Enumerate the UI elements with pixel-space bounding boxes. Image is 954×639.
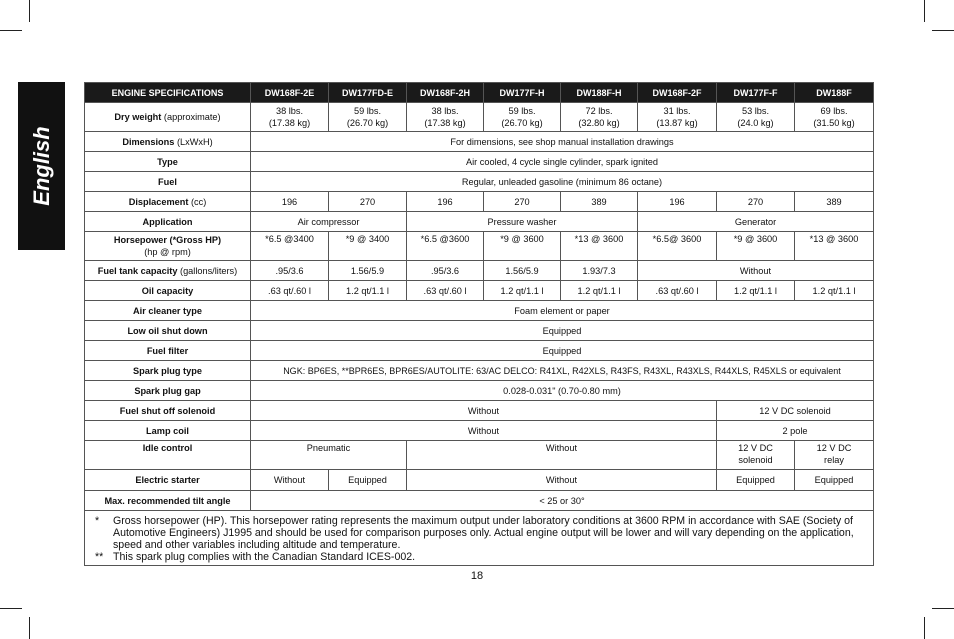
- table-cell: 1.2 qt/1.1 l: [484, 281, 561, 301]
- table-cell: 270: [329, 192, 407, 212]
- table-cell: Without: [407, 470, 717, 491]
- footnote-text: This spark plug complies with the Canadian Standard ICES-002.: [113, 551, 416, 563]
- table-cell: .63 qt/.60 l: [251, 281, 329, 301]
- table-cell: Without: [251, 470, 329, 491]
- header-cell: DW168F-2F: [638, 83, 717, 103]
- table-cell: Equipped: [251, 341, 874, 361]
- row-label: Displacement (cc): [85, 192, 251, 212]
- crop-mark: [932, 30, 954, 31]
- table-cell: 1.2 qt/1.1 l: [795, 281, 874, 301]
- header-cell: DW168F-2H: [407, 83, 484, 103]
- table-row: [85, 381, 874, 401]
- table-row: [85, 470, 874, 491]
- crop-mark: [0, 30, 22, 31]
- table-cell: *6.5 @3600: [407, 232, 484, 261]
- table-cell: 1.2 qt/1.1 l: [561, 281, 638, 301]
- table-cell: 59 lbs. (26.70 kg): [484, 103, 561, 132]
- crop-mark: [924, 617, 925, 639]
- table-cell: 2 pole: [717, 421, 874, 441]
- header-cell: DW177F-F: [717, 83, 795, 103]
- table-row: [85, 321, 874, 341]
- table-cell: 1.2 qt/1.1 l: [329, 281, 407, 301]
- table-cell: Pressure washer: [407, 212, 638, 232]
- table-cell: 53 lbs. (24.0 kg): [717, 103, 795, 132]
- table-cell: 196: [251, 192, 329, 212]
- table-cell: *9 @ 3600: [484, 232, 561, 261]
- table-cell: Equipped: [251, 321, 874, 341]
- table-row: [85, 361, 874, 381]
- table-cell: 31 lbs. (13.87 kg): [638, 103, 717, 132]
- table-cell: Without: [251, 401, 717, 421]
- crop-mark: [932, 608, 954, 609]
- table-cell: 12 V DC relay: [795, 441, 874, 470]
- table-cell: *13 @ 3600: [795, 232, 874, 261]
- header-cell: DW188F-H: [561, 83, 638, 103]
- table-row: [85, 341, 874, 361]
- crop-mark: [29, 617, 30, 639]
- footnote-mark: **: [95, 551, 104, 563]
- table-cell: NGK: BP6ES, **BPR6ES, BPR6ES/AUTOLITE: 63/AC DELCO: R41XL, R42XLS, R43FS, R43XL, R43XLS, R44XLS, R45XLS or equivalent: [251, 361, 874, 381]
- table-cell: 1.56/5.9: [484, 261, 561, 281]
- footnote-mark: *: [95, 515, 100, 527]
- table-cell: Without: [407, 441, 717, 470]
- table-cell: 1.56/5.9: [329, 261, 407, 281]
- table-cell: 72 lbs. (32.80 kg): [561, 103, 638, 132]
- table-cell: Generator: [638, 212, 874, 232]
- table-cell: .95/3.6: [251, 261, 329, 281]
- table-row: [85, 172, 874, 192]
- row-label: Fuel tank capacity (gallons/liters): [85, 261, 251, 281]
- table-cell: For dimensions, see shop manual installation drawings: [251, 132, 874, 152]
- table-cell: .95/3.6: [407, 261, 484, 281]
- table-cell: 12 V DC solenoid: [717, 401, 874, 421]
- header-cell: DW177F-H: [484, 83, 561, 103]
- table-row: [85, 281, 874, 301]
- table-cell: Pneumatic: [251, 441, 407, 470]
- header-cell: DW188F: [795, 83, 874, 103]
- engine-specifications-table: [84, 82, 874, 566]
- crop-mark: [924, 0, 925, 22]
- table-row: [85, 401, 874, 421]
- table-cell: *9 @ 3600: [717, 232, 795, 261]
- table-row: [85, 261, 874, 281]
- row-label: Fuel filter: [85, 341, 251, 361]
- table-row: [85, 301, 874, 321]
- table-row: [85, 491, 874, 511]
- table-cell: 270: [717, 192, 795, 212]
- table-row: [85, 421, 874, 441]
- table-row: [85, 212, 874, 232]
- table-cell: Without: [251, 421, 717, 441]
- row-label: Oil capacity: [85, 281, 251, 301]
- page-number: 18: [470, 570, 484, 582]
- table-cell: 389: [561, 192, 638, 212]
- table-cell: *13 @ 3600: [561, 232, 638, 261]
- crop-mark: [29, 0, 30, 22]
- table-cell: Regular, unleaded gasoline (minimum 86 octane): [251, 172, 874, 192]
- table-cell: 270: [484, 192, 561, 212]
- language-tab-label: English: [28, 126, 54, 206]
- table-cell: 59 lbs. (26.70 kg): [329, 103, 407, 132]
- row-label: Dry weight (approximate): [85, 103, 251, 132]
- table-row: [85, 103, 874, 132]
- row-label: Fuel: [85, 172, 251, 192]
- table-header-row: [85, 83, 874, 103]
- table-row: [85, 192, 874, 212]
- table-cell: 196: [638, 192, 717, 212]
- table-cell: 38 lbs. (17.38 kg): [251, 103, 329, 132]
- table-cell: .63 qt/.60 l: [638, 281, 717, 301]
- table-cell: 0.028-0.031" (0.70-0.80 mm): [251, 381, 874, 401]
- table-cell: *6.5@ 3600: [638, 232, 717, 261]
- table-cell: 196: [407, 192, 484, 212]
- table-cell: Equipped: [795, 470, 874, 491]
- table-row: [85, 132, 874, 152]
- table-cell: *9 @ 3400: [329, 232, 407, 261]
- table-cell: < 25 or 30°: [251, 491, 874, 511]
- row-label: Max. recommended tilt angle: [85, 491, 251, 511]
- table-cell: Without: [638, 261, 874, 281]
- table-cell: Foam element or paper: [251, 301, 874, 321]
- table-cell: 12 V DC solenoid: [717, 441, 795, 470]
- row-label: Application: [85, 212, 251, 232]
- footnote-text: Gross horsepower (HP). This horsepower rating represents the maximum output under laboratory conditions at 3600 RPM in accordance with SAE (Society of Automotive Engineers) J1995 and should be used for comparison purposes only. Actual engine output will be lower and will vary depending on the application, speed and other variables including altitude and temperature.: [113, 515, 854, 551]
- footnotes: [85, 511, 874, 566]
- notes-row: [85, 511, 874, 566]
- table-cell: Air cooled, 4 cycle single cylinder, spark ignited: [251, 152, 874, 172]
- row-label: Lamp coil: [85, 421, 251, 441]
- table-cell: Equipped: [717, 470, 795, 491]
- table-row: [85, 152, 874, 172]
- header-cell: DW177FD-E: [329, 83, 407, 103]
- table-cell: 389: [795, 192, 874, 212]
- footnote: [95, 515, 867, 551]
- row-label: Air cleaner type: [85, 301, 251, 321]
- row-label: Fuel shut off solenoid: [85, 401, 251, 421]
- header-cell: ENGINE SPECIFICATIONS: [85, 83, 251, 103]
- table-cell: .63 qt/.60 l: [407, 281, 484, 301]
- row-label: Idle control: [85, 441, 251, 470]
- table-cell: 1.93/7.3: [561, 261, 638, 281]
- table-cell: Equipped: [329, 470, 407, 491]
- table-cell: 38 lbs. (17.38 kg): [407, 103, 484, 132]
- table-cell: Air compressor: [251, 212, 407, 232]
- row-label: Dimensions (LxWxH): [85, 132, 251, 152]
- header-cell: DW168F-2E: [251, 83, 329, 103]
- crop-mark: [0, 608, 22, 609]
- table-row: [85, 232, 874, 261]
- row-label: Horsepower (*Gross HP) (hp @ rpm): [85, 232, 251, 261]
- table-cell: 1.2 qt/1.1 l: [717, 281, 795, 301]
- row-label: Low oil shut down: [85, 321, 251, 341]
- table-cell: 69 lbs. (31.50 kg): [795, 103, 874, 132]
- language-tab: [18, 82, 65, 250]
- table-cell: *6.5 @3400: [251, 232, 329, 261]
- row-label: Electric starter: [85, 470, 251, 491]
- row-label: Spark plug gap: [85, 381, 251, 401]
- table-row: [85, 441, 874, 470]
- row-label: Spark plug type: [85, 361, 251, 381]
- row-label: Type: [85, 152, 251, 172]
- footnote: [95, 551, 867, 563]
